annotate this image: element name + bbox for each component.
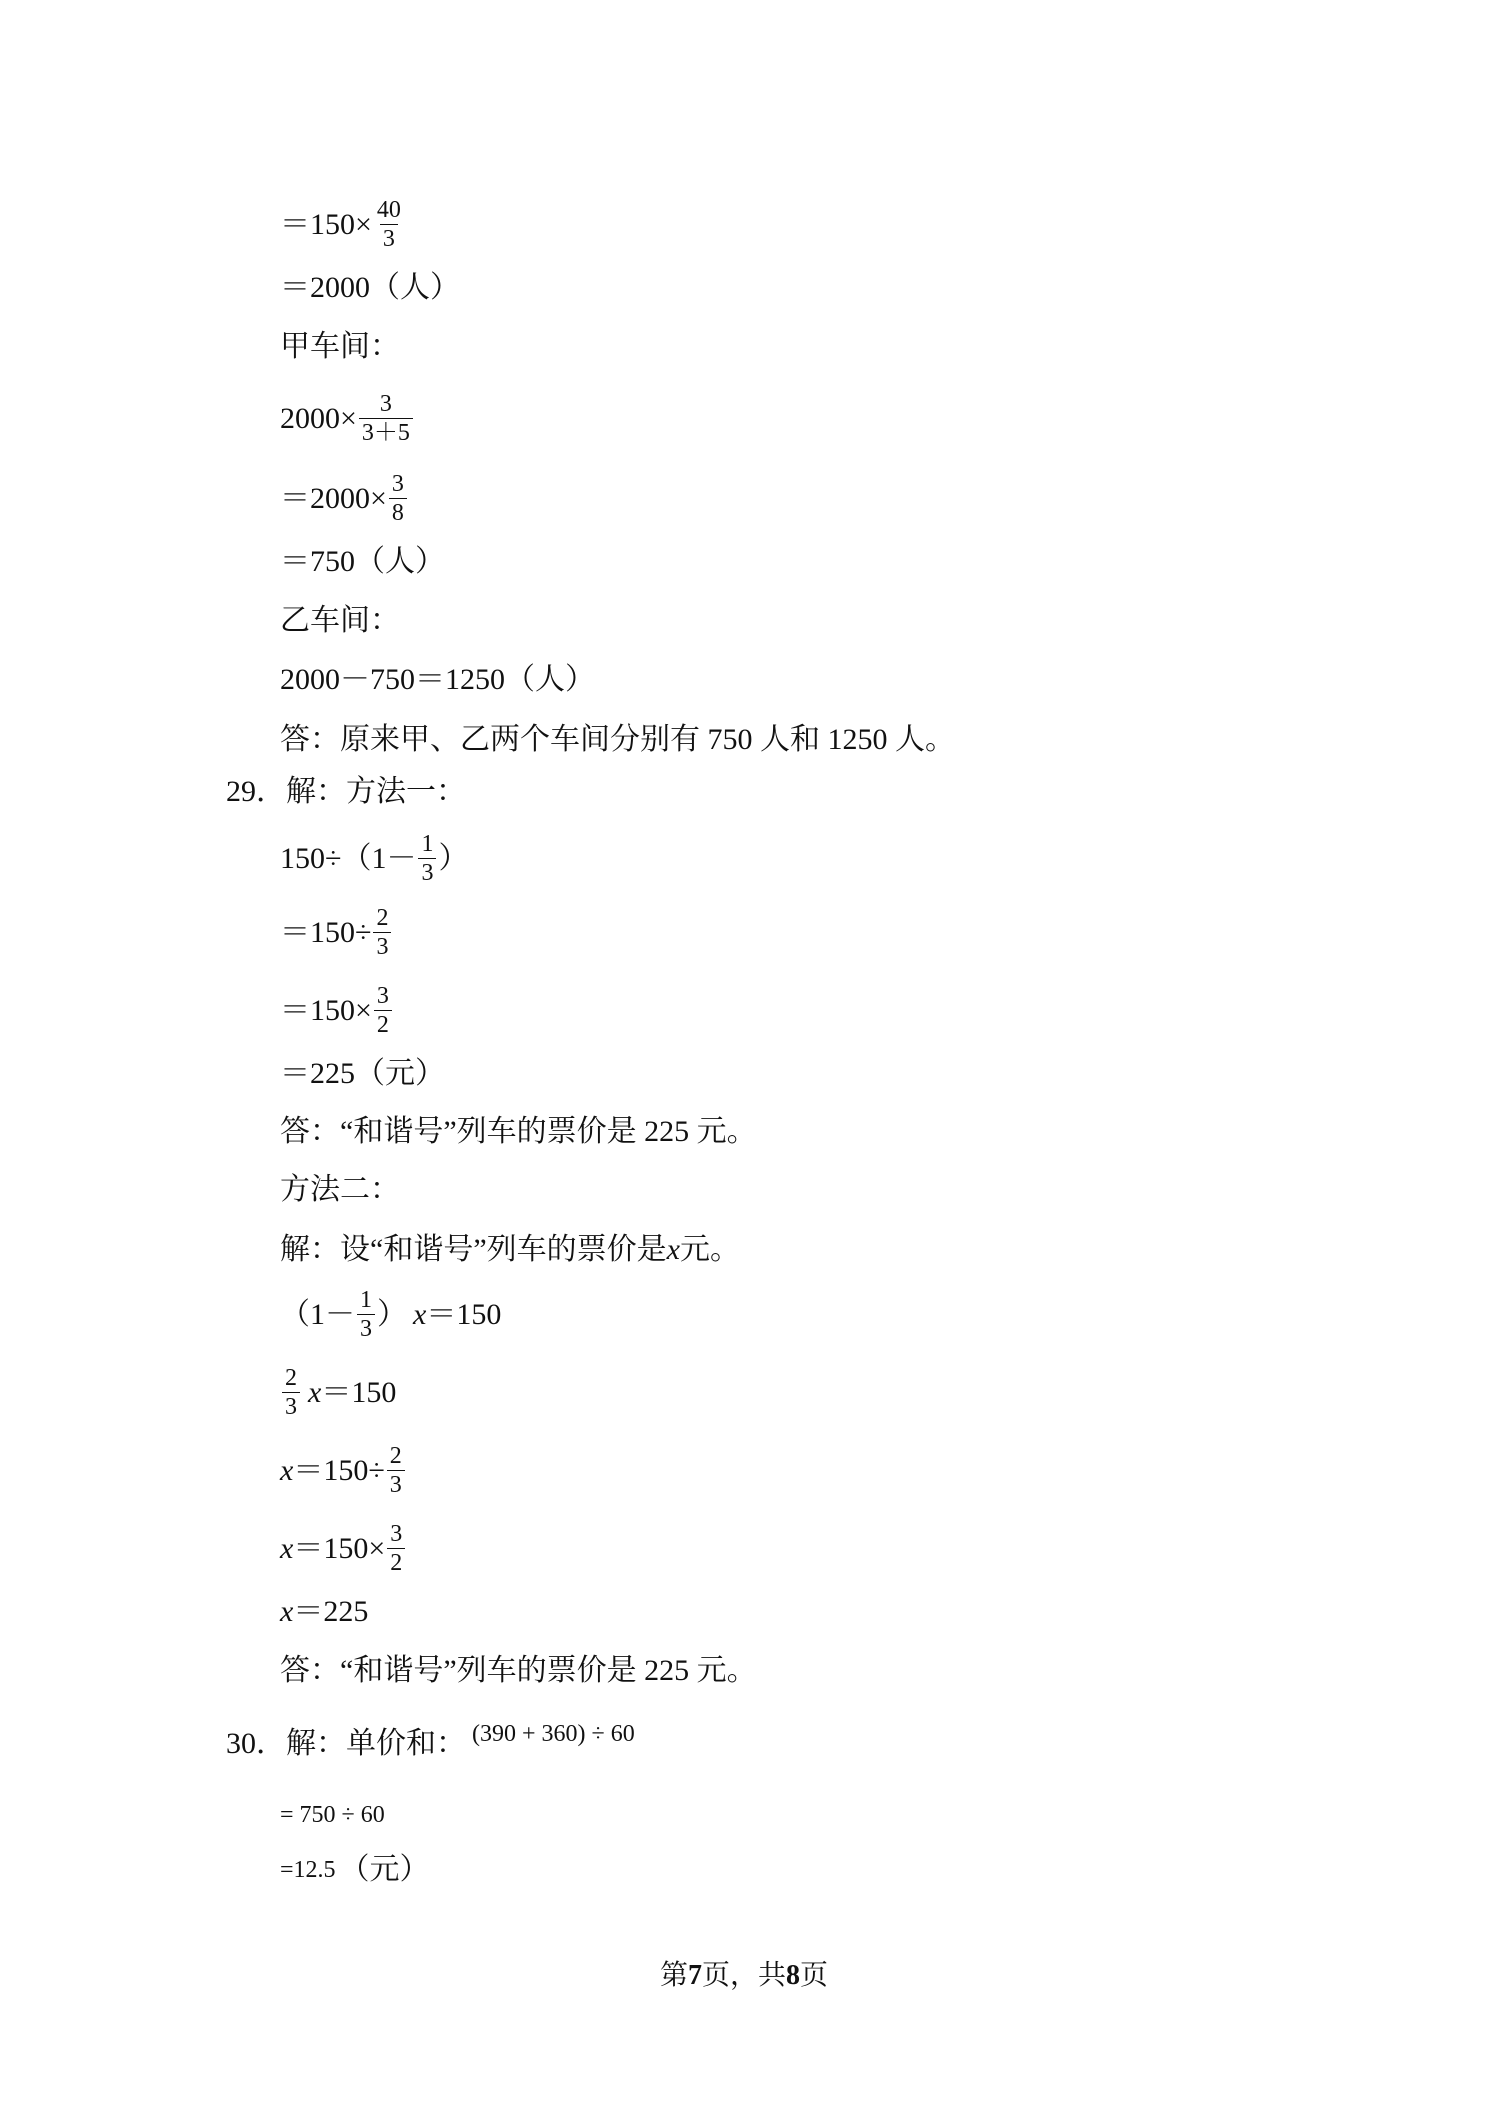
question-number: 29． (226, 775, 286, 808)
q30-expression: (390 + 360) ÷ 60 (472, 1721, 635, 1747)
q28-step-6: 2000－750＝1250（人） (280, 663, 595, 696)
q29-m1-step-4: ＝225（元） (280, 1057, 445, 1090)
q28-step-5: ＝750（人） (280, 545, 445, 578)
q30-step-3: =12.5 （元） (280, 1853, 430, 1886)
q29-m2-step-1: （1－ $\frac{1}{3}$ ） x ＝150 (280, 1287, 502, 1342)
q30-step-2: = 750 ÷ 60 (280, 1802, 385, 1828)
q28-step-1: ＝150× $\frac{40}{3}$ (280, 196, 406, 253)
fraction: $\frac{1}{3}$ (357, 1286, 375, 1343)
page-footer: 第7页，共8页 (659, 1960, 829, 1991)
q28-answer: 答：原来甲、乙两个车间分别有 750 人和 1250 人。 (280, 723, 955, 756)
q29-m1-step-1: 150÷（1－ $\frac{1}{3}$ ） (280, 831, 469, 886)
q29-m2-step-5: x ＝225 (280, 1595, 369, 1628)
q29-m2-heading: 方法二： (280, 1173, 400, 1206)
q28-jia-label: 甲车间： (280, 330, 400, 363)
q29-heading: 29． 解：方法一： (226, 772, 466, 812)
total-pages: 8 (786, 1960, 800, 1991)
q28-step-4: ＝2000× $\frac{3}{8}$ (280, 470, 409, 527)
q29-m2-step-4: x ＝150× $\frac{3}{2}$ (280, 1520, 407, 1577)
q29-m1-answer: 答：“和谐号”列车的票价是 225 元。 (280, 1115, 757, 1148)
q28-yi-label: 乙车间： (280, 604, 400, 637)
fraction: $\frac{2}{3}$ (387, 1442, 405, 1499)
fraction: $\frac{3}{8}$ (389, 470, 407, 527)
fraction: $\frac{2}{3}$ (282, 1364, 300, 1421)
q29-m1-step-3: ＝150× $\frac{3}{2}$ (280, 982, 394, 1039)
fraction: $\frac{3}{3+5}$ (359, 390, 413, 447)
q28-step-3: 2000× $\frac{3}{3+5}$ (280, 390, 415, 447)
q29-m2-step-2: $\frac{2}{3}$ x ＝150 (280, 1364, 396, 1421)
q30-heading: 30． 解：单价和： (390 + 360) ÷ 60 (226, 1724, 635, 1764)
q29-m1-step-2: ＝150÷ $\frac{2}{3}$ (280, 904, 393, 961)
q29-m2-setup: 解：设“和谐号”列车的票价是 x 元。 (280, 1233, 740, 1266)
fraction: $\frac{40}{3}$ (376, 197, 401, 252)
current-page: 7 (687, 1960, 702, 1991)
fraction: $\frac{3}{2}$ (374, 982, 392, 1039)
q28-step-2: ＝2000（人） (280, 271, 460, 304)
q29-m2-answer: 答：“和谐号”列车的票价是 225 元。 (280, 1654, 757, 1687)
question-number: 30． (226, 1727, 286, 1760)
fraction: $\frac{3}{2}$ (387, 1520, 405, 1577)
fraction: $\frac{2}{3}$ (373, 904, 391, 961)
fraction: $\frac{1}{3}$ (418, 830, 436, 887)
q29-m2-step-3: x ＝150÷ $\frac{2}{3}$ (280, 1442, 407, 1499)
